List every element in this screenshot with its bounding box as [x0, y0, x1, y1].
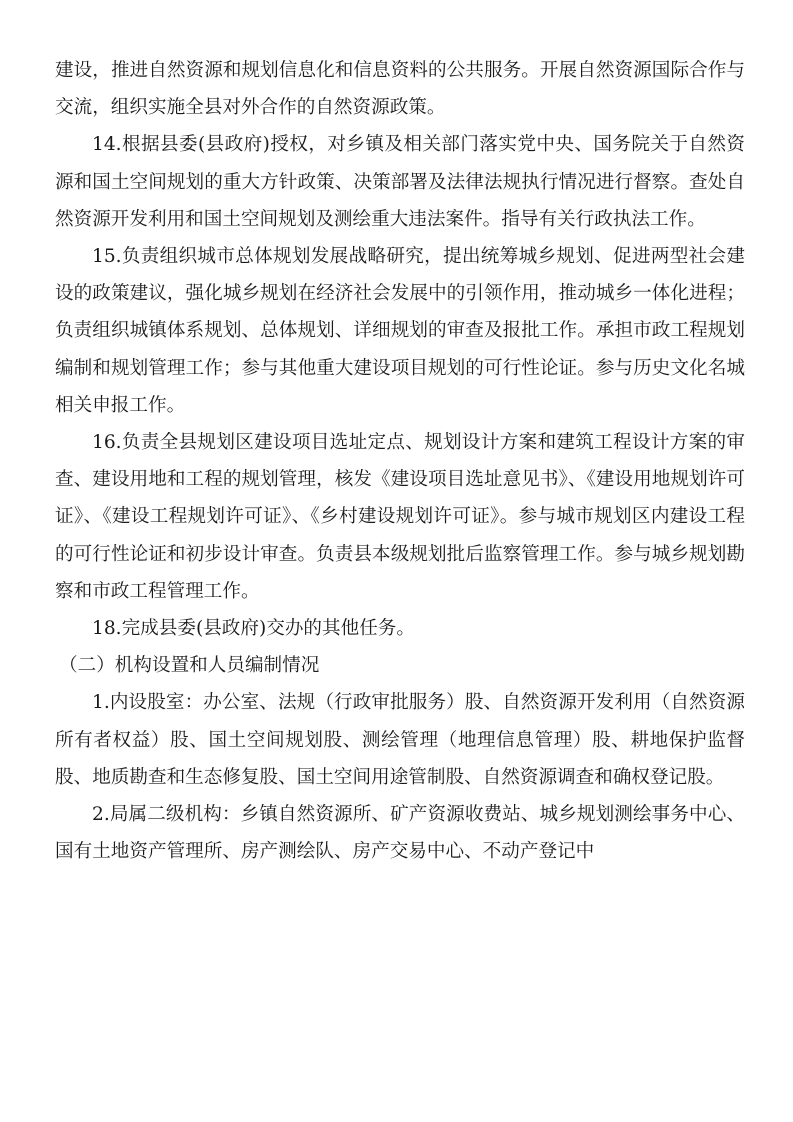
document-body	[55, 52, 745, 870]
section-heading-2: （二）机构设置和人员编制情况	[59, 655, 320, 677]
paragraph-continuation: 建设，推进自然资源和规划信息化和信息资料的公共服务。开展自然资源国际合作与交流，组织实施全县对外合作的自然资源政策。	[55, 60, 745, 119]
paragraph-item-15: 15.负责组织城市总体规划发展战略研究，提出统筹城乡规划、促进两型社会建设的政策建议，强化城乡规划在经济社会发展中的引领作用，推动城乡一体化进程；负责组织城镇体系规划、总体规划、详细规划的审查及报批工作。承担市政工程规划编制和规划管理工作；参与其他重大建设项目规划的可行性论证。参与历史文化名城相关申报工作。	[55, 246, 745, 416]
paragraph-internal-departments: 1.内设股室：办公室、法规（行政审批服务）股、自然资源开发利用（自然资源所有者权益）股、国土空间规划股、测绘管理（地理信息管理）股、耕地保护监督股、地质勘查和生态修复股、国土空间用途管制股、自然资源调查和确权登记股。	[55, 692, 745, 788]
paragraph-item-16: 16.负责全县规划区建设项目选址定点、规划设计方案和建筑工程设计方案的审查、建设用地和工程的规划管理，核发《建设项目选址意见书》、《建设用地规划许可证》、《建设工程规划许可证》、《乡村建设规划许可证》。参与城市规划区内建设工程的可行性论证和初步设计审查。负责县本级规划批后监察管理工作。参与城乡规划勘察和市政工程管理工作。	[55, 432, 745, 602]
paragraph-subordinate-agencies: 2.局属二级机构：乡镇自然资源所、矿产资源收费站、城乡规划测绘事务中心、国有土地资产管理所、房产测绘队、房产交易中心、不动产登记中	[55, 804, 745, 863]
paragraph-item-14: 14.根据县委(县政府)授权，对乡镇及相关部门落实党中央、国务院关于自然资源和国土空间规划的重大方针政策、决策部署及法律法规执行情况进行督察。查处自然资源开发利用和国土空间规划及测绘重大违法案件。指导有关行政执法工作。	[55, 134, 745, 230]
paragraph-item-18: 18.完成县委(县政府)交办的其他任务。	[92, 618, 415, 640]
